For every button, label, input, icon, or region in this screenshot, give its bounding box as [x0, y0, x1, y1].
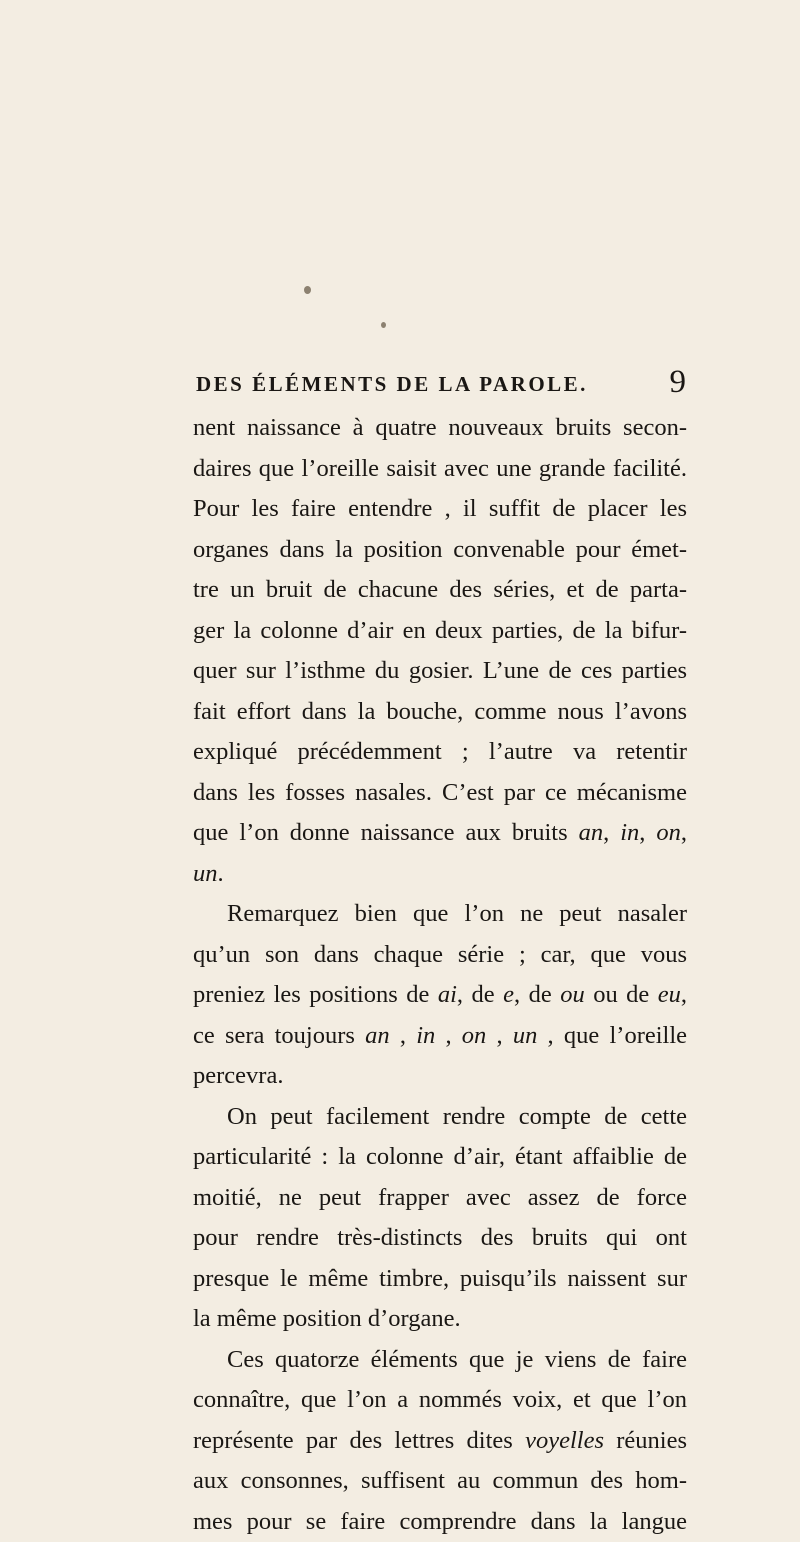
page-number: 9 — [670, 364, 687, 401]
text-line: fait effort dans la bouche, comme nous l’avons — [193, 692, 687, 733]
text-line: un. — [193, 854, 687, 895]
text-line: preniez les positions de ai, de e, de ou ou de eu, — [193, 975, 687, 1016]
italic-word: in — [416, 1022, 435, 1049]
text-line: expliqué précédemment ; l’autre va retentir — [193, 732, 687, 773]
text-line: que l’on donne naissance aux bruits an, in, on, — [193, 813, 687, 854]
text-line: connaître, que l’on a nommés voix, et que l’on — [193, 1380, 687, 1421]
text-line: On peut facilement rendre compte de cette — [193, 1097, 687, 1138]
text-line: ce sera toujours an , in , on , un , que l’oreille — [193, 1016, 687, 1057]
text-line: organes dans la position convenable pour émet- — [193, 530, 687, 571]
running-head — [196, 366, 686, 406]
italic-word: on — [462, 1022, 487, 1049]
text-line: ger la colonne d’air en deux parties, de la bifur- — [193, 611, 687, 652]
italic-word: on — [656, 819, 681, 846]
italic-word: in — [620, 819, 639, 846]
ink-speck — [304, 286, 311, 294]
text-line: daires que l’oreille saisit avec une grande facilité. — [193, 449, 687, 490]
italic-word: ai — [438, 981, 457, 1008]
text-line: représente par des lettres dites voyelles réunies — [193, 1421, 687, 1462]
text-line: quer sur l’isthme du gosier. L’une de ces parties — [193, 651, 687, 692]
italic-word: an — [365, 1022, 390, 1049]
text-line: moitié, ne peut frapper avec assez de force — [193, 1178, 687, 1219]
italic-word: voyelles — [525, 1427, 604, 1454]
text-line: qu’un son dans chaque série ; car, que vous — [193, 935, 687, 976]
text-line: mes pour se faire comprendre dans la langue — [193, 1502, 687, 1542]
text-line: presque le même timbre, puisqu’ils naissent sur — [193, 1259, 687, 1300]
italic-word: ou — [560, 981, 585, 1008]
body-text — [193, 408, 687, 1542]
text-line: nent naissance à quatre nouveaux bruits secon- — [193, 408, 687, 449]
text-line: particularité : la colonne d’air, étant affaiblie de — [193, 1137, 687, 1178]
italic-word: e — [503, 981, 514, 1008]
text-line: aux consonnes, suffisent au commun des hom- — [193, 1461, 687, 1502]
text-line: dans les fosses nasales. C’est par ce mécanisme — [193, 773, 687, 814]
italic-word: un — [513, 1022, 538, 1049]
text-line: Pour les faire entendre , il suffit de placer les — [193, 489, 687, 530]
text-line: percevra. — [193, 1056, 687, 1097]
text-line: pour rendre très-distincts des bruits qui ont — [193, 1218, 687, 1259]
text-line: la même position d’organe. — [193, 1299, 687, 1340]
text-line: tre un bruit de chacune des séries, et de parta- — [193, 570, 687, 611]
ink-speck — [381, 322, 386, 328]
running-title: DES ÉLÉMENTS DE LA PAROLE. — [196, 372, 588, 397]
text-line: Ces quatorze éléments que je viens de faire — [193, 1340, 687, 1381]
text-line: Remarquez bien que l’on ne peut nasaler — [193, 894, 687, 935]
italic-word: an — [579, 819, 604, 846]
italic-word: eu — [658, 981, 681, 1008]
italic-word: un — [193, 860, 218, 887]
